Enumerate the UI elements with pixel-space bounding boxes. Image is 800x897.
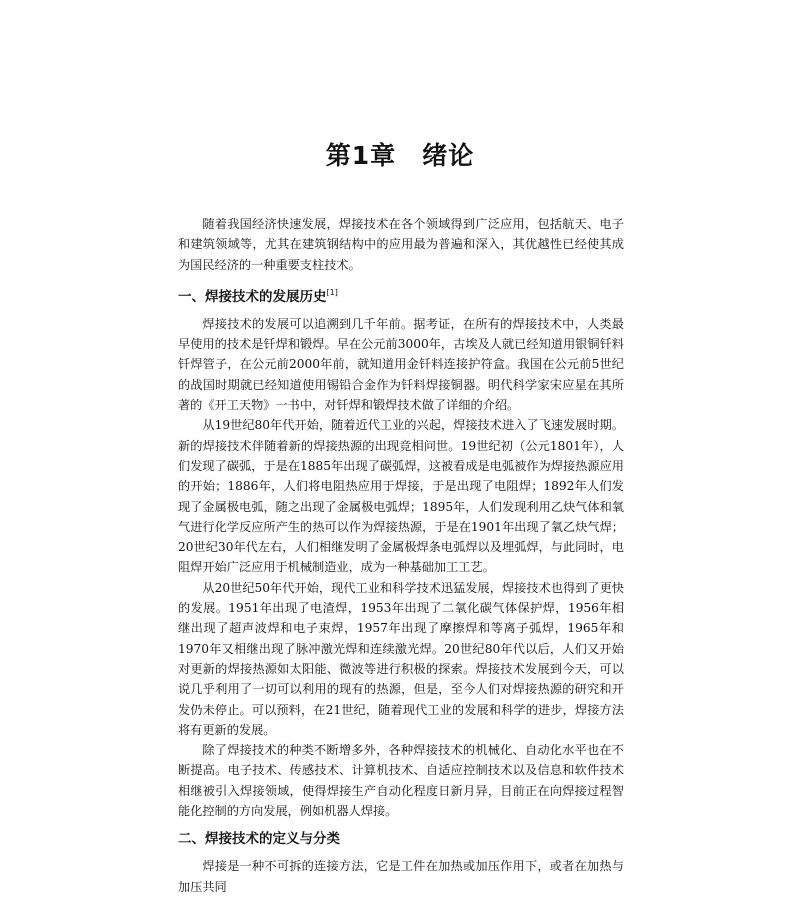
section-heading-text: 一、焊接技术的发展历史	[178, 288, 327, 305]
chapter-number: 第1章	[325, 141, 397, 170]
section-heading-definition: 二、焊接技术的定义与分类	[178, 831, 340, 848]
history-paragraph: 焊接技术的发展可以追溯到几千年前。据考证，在所有的焊接技术中，人类最早使用的技术是钎焊和锻焊。早在公元前3000年，古埃及人就已经知道用银铜钎料钎焊管子，在公元前2000年前，就知道用金钎料连接护符盒。我国在公元前5世纪的战国时期就已经知道使用锡铅合金作为钎料焊接铜器。明代科学家宋应星在其所著的《开工天物》一书中，对钎焊和锻焊技术做了详细的介绍。	[178, 316, 624, 413]
history-paragraph: 除了焊接技术的种类不断增多外，各种焊接技术的机械化、自动化水平也在不断提高。电子技术、传感技术、计算机技术、自适应控制技术以及信息和软件技术相继被引入焊接领域，使得焊接生产自动化程度日新月异，目前正在向焊接过程智能化控制的方向发展，例如机器人焊接。	[178, 743, 624, 819]
history-paragraph: 从19世纪80年代开始，随着近代工业的兴起，焊接技术进入了飞速发展时期。新的焊接技术伴随着新的焊接热源的出现竞相问世。19世纪初（公元1801年），人们发现了碳弧，于是在1885年出现了碳弧焊，这被看成是电弧被作为焊接热源应用的开始；1886年，人们将电阻热应用于焊接，于是出现了电阻焊；1892年人们发现了金属极电弧，随之出现了金属极电弧焊；1895年，人们发现利用乙炔气体和氧气进行化学反应所产生的热可以作为焊接热源，于是在1901年出现了氧乙炔气焊；20世纪30年代左右，人们相继发明了金属极焊条电弧焊以及埋弧焊，与此同时，电阻焊开始广泛应用于机械制造业，成为一种基础加工工艺。	[178, 418, 624, 575]
chapter-name: 绪论	[422, 141, 475, 170]
history-paragraph: 从20世纪50年代开始，现代工业和科学技术迅猛发展，焊接技术也得到了更快的发展。1951年出现了电渣焊，1953年出现了二氧化碳气体保护焊，1956年相继出现了超声波焊和电子束焊，1957年出现了摩擦焊和等离子弧焊，1965年和1970年又相继出现了脉冲激光焊和连续激光焊。20世纪80年代以后，人们又开始对更新的焊接热源如太阳能、微波等进行积极的探索。焊接技术发展到今天，可以说几乎利用了一切可以利用的现有的热源，但是，至今人们对焊接热源的研究和开发仍未停止。可以预料，在21世纪，随着现代工业的发展和科学的进步，焊接方法将有更新的发展。	[178, 580, 624, 737]
definition-paragraph: 焊接是一种不可拆的连接方法，它是工件在加热或加压作用下，或者在加热与加压共同	[178, 859, 624, 894]
chapter-title	[0, 136, 800, 172]
reference-marker: [1]	[326, 287, 338, 297]
chapter-body	[178, 214, 624, 897]
intro-paragraph: 随着我国经济快速发展，焊接技术在各个领域得到广泛应用，包括航天、电子和建筑领域等，尤其在建筑钢结构中的应用最为普遍和深入，其优越性已经使其成为国民经济的一种重要支柱技术。	[178, 217, 624, 272]
section-heading-history	[178, 281, 624, 309]
